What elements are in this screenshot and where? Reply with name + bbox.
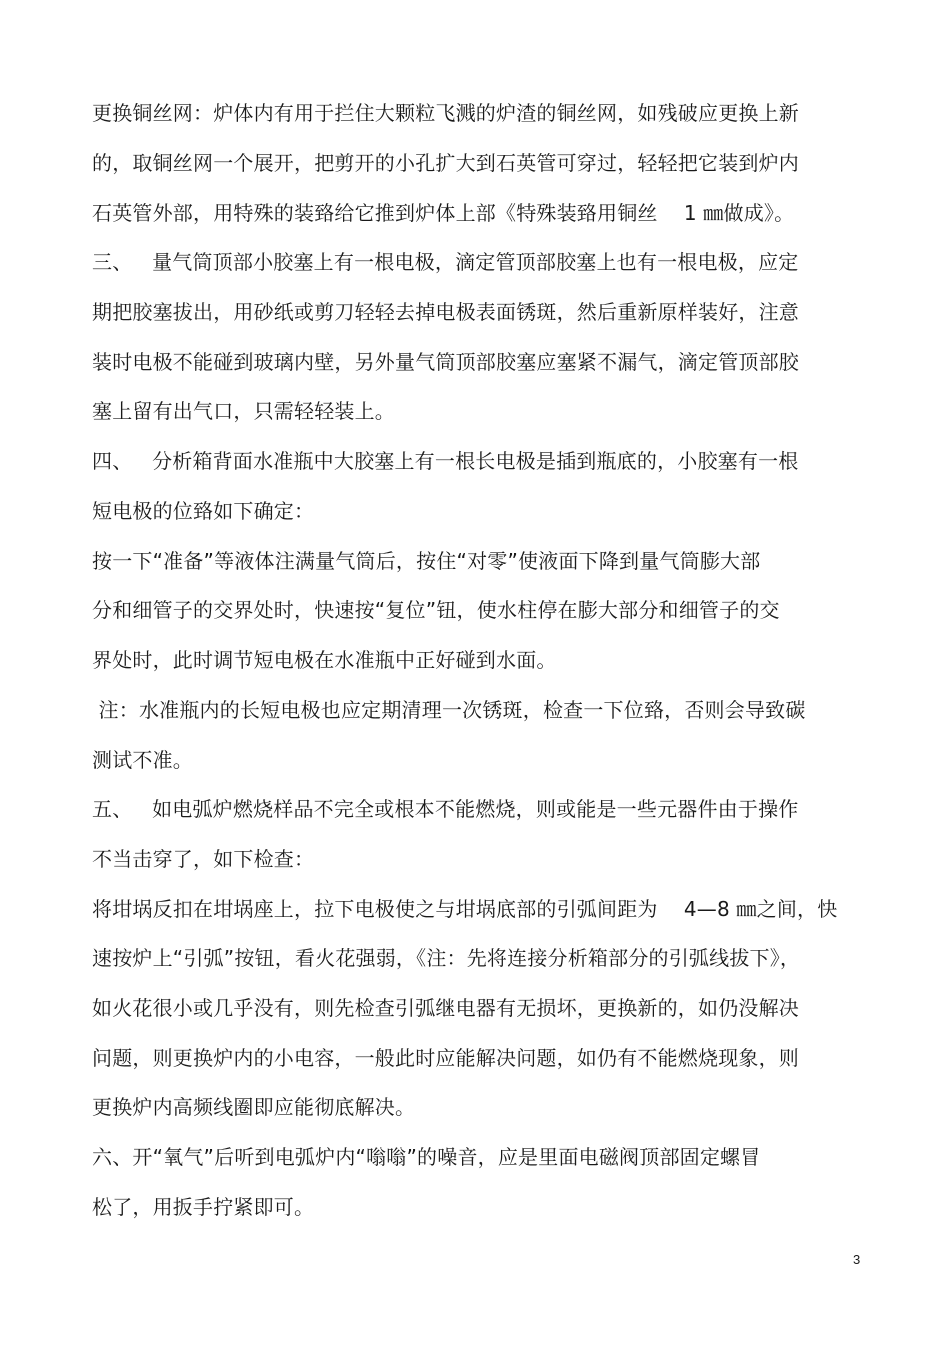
- text-line: 界处时，此时调节短电极在水准瓶中正好碰到水面。: [92, 648, 557, 672]
- text-line: 石英管外部，用特殊的装臵给它推到炉体上部《特殊装臵用铜丝 1 ㎜做成》。: [92, 201, 795, 225]
- text-line: 按一下“准备”等液体注满量气筒后，按住“对零”使液面下降到量气筒膨大部: [92, 549, 761, 573]
- text-line: 更换炉内高频线圈即应能彻底解决。: [92, 1095, 416, 1119]
- text-line: 松了，用扳手拧紧即可。: [92, 1195, 315, 1219]
- text-line: 如火花很小或几乎没有，则先检查引弧继电器有无损坏，更换新的，如仍没解决: [92, 996, 799, 1020]
- text-line: 三、 量气筒顶部小胶塞上有一根电极，滴定管顶部胶塞上也有一根电极，应定: [92, 250, 799, 274]
- text-line: 测试不准。: [92, 748, 193, 772]
- text-line: 六、开“氧气”后听到电弧炉内“嗡嗡”的噪音，应是里面电磁阀顶部固定螺冒: [92, 1145, 761, 1169]
- text-line: 装时电极不能碰到玻璃内壁，另外量气筒顶部胶塞应塞紧不漏气，滴定管顶部胶: [92, 350, 799, 374]
- text-line: 的，取铜丝网一个展开，把剪开的小孔扩大到石英管可穿过，轻轻把它装到炉内: [92, 151, 799, 175]
- text-line: 四、 分析箱背面水准瓶中大胶塞上有一根长电极是插到瓶底的，小胶塞有一根: [92, 449, 799, 473]
- text-line: 将坩埚反扣在坩埚座上，拉下电极使之与坩埚底部的引弧间距为 4—8 ㎜之间，快: [92, 897, 838, 921]
- text-line: 速按炉上“引弧”按钮，看火花强弱，《注：先将连接分析箱部分的引弧线拔下》，: [92, 946, 801, 970]
- text-line: 期把胶塞拔出，用砂纸或剪刀轻轻去掉电极表面锈斑，然后重新原样装好，注意: [92, 300, 799, 324]
- text-line: 短电极的位臵如下确定：: [92, 499, 315, 523]
- text-line: 问题，则更换炉内的小电容，一般此时应能解决问题，如仍有不能燃烧现象，则: [92, 1046, 799, 1070]
- text-line: 更换铜丝网：炉体内有用于拦住大颗粒飞溅的炉渣的铜丝网，如残破应更换上新: [92, 101, 799, 125]
- text-line: 分和细管子的交界处时，快速按“复位”钮，使水柱停在膨大部分和细管子的交: [92, 598, 780, 622]
- text-line: 不当击穿了，如下检查：: [92, 847, 315, 871]
- page-number: 3: [853, 1252, 861, 1267]
- text-line: 注：水准瓶内的长短电极也应定期清理一次锈斑，检查一下位臵，否则会导致碳: [92, 698, 806, 722]
- text-line: 五、 如电弧炉燃烧样品不完全或根本不能燃烧，则或能是一些元器件由于操作: [92, 797, 799, 821]
- text-line: 塞上留有出气口，只需轻轻装上。: [92, 399, 395, 423]
